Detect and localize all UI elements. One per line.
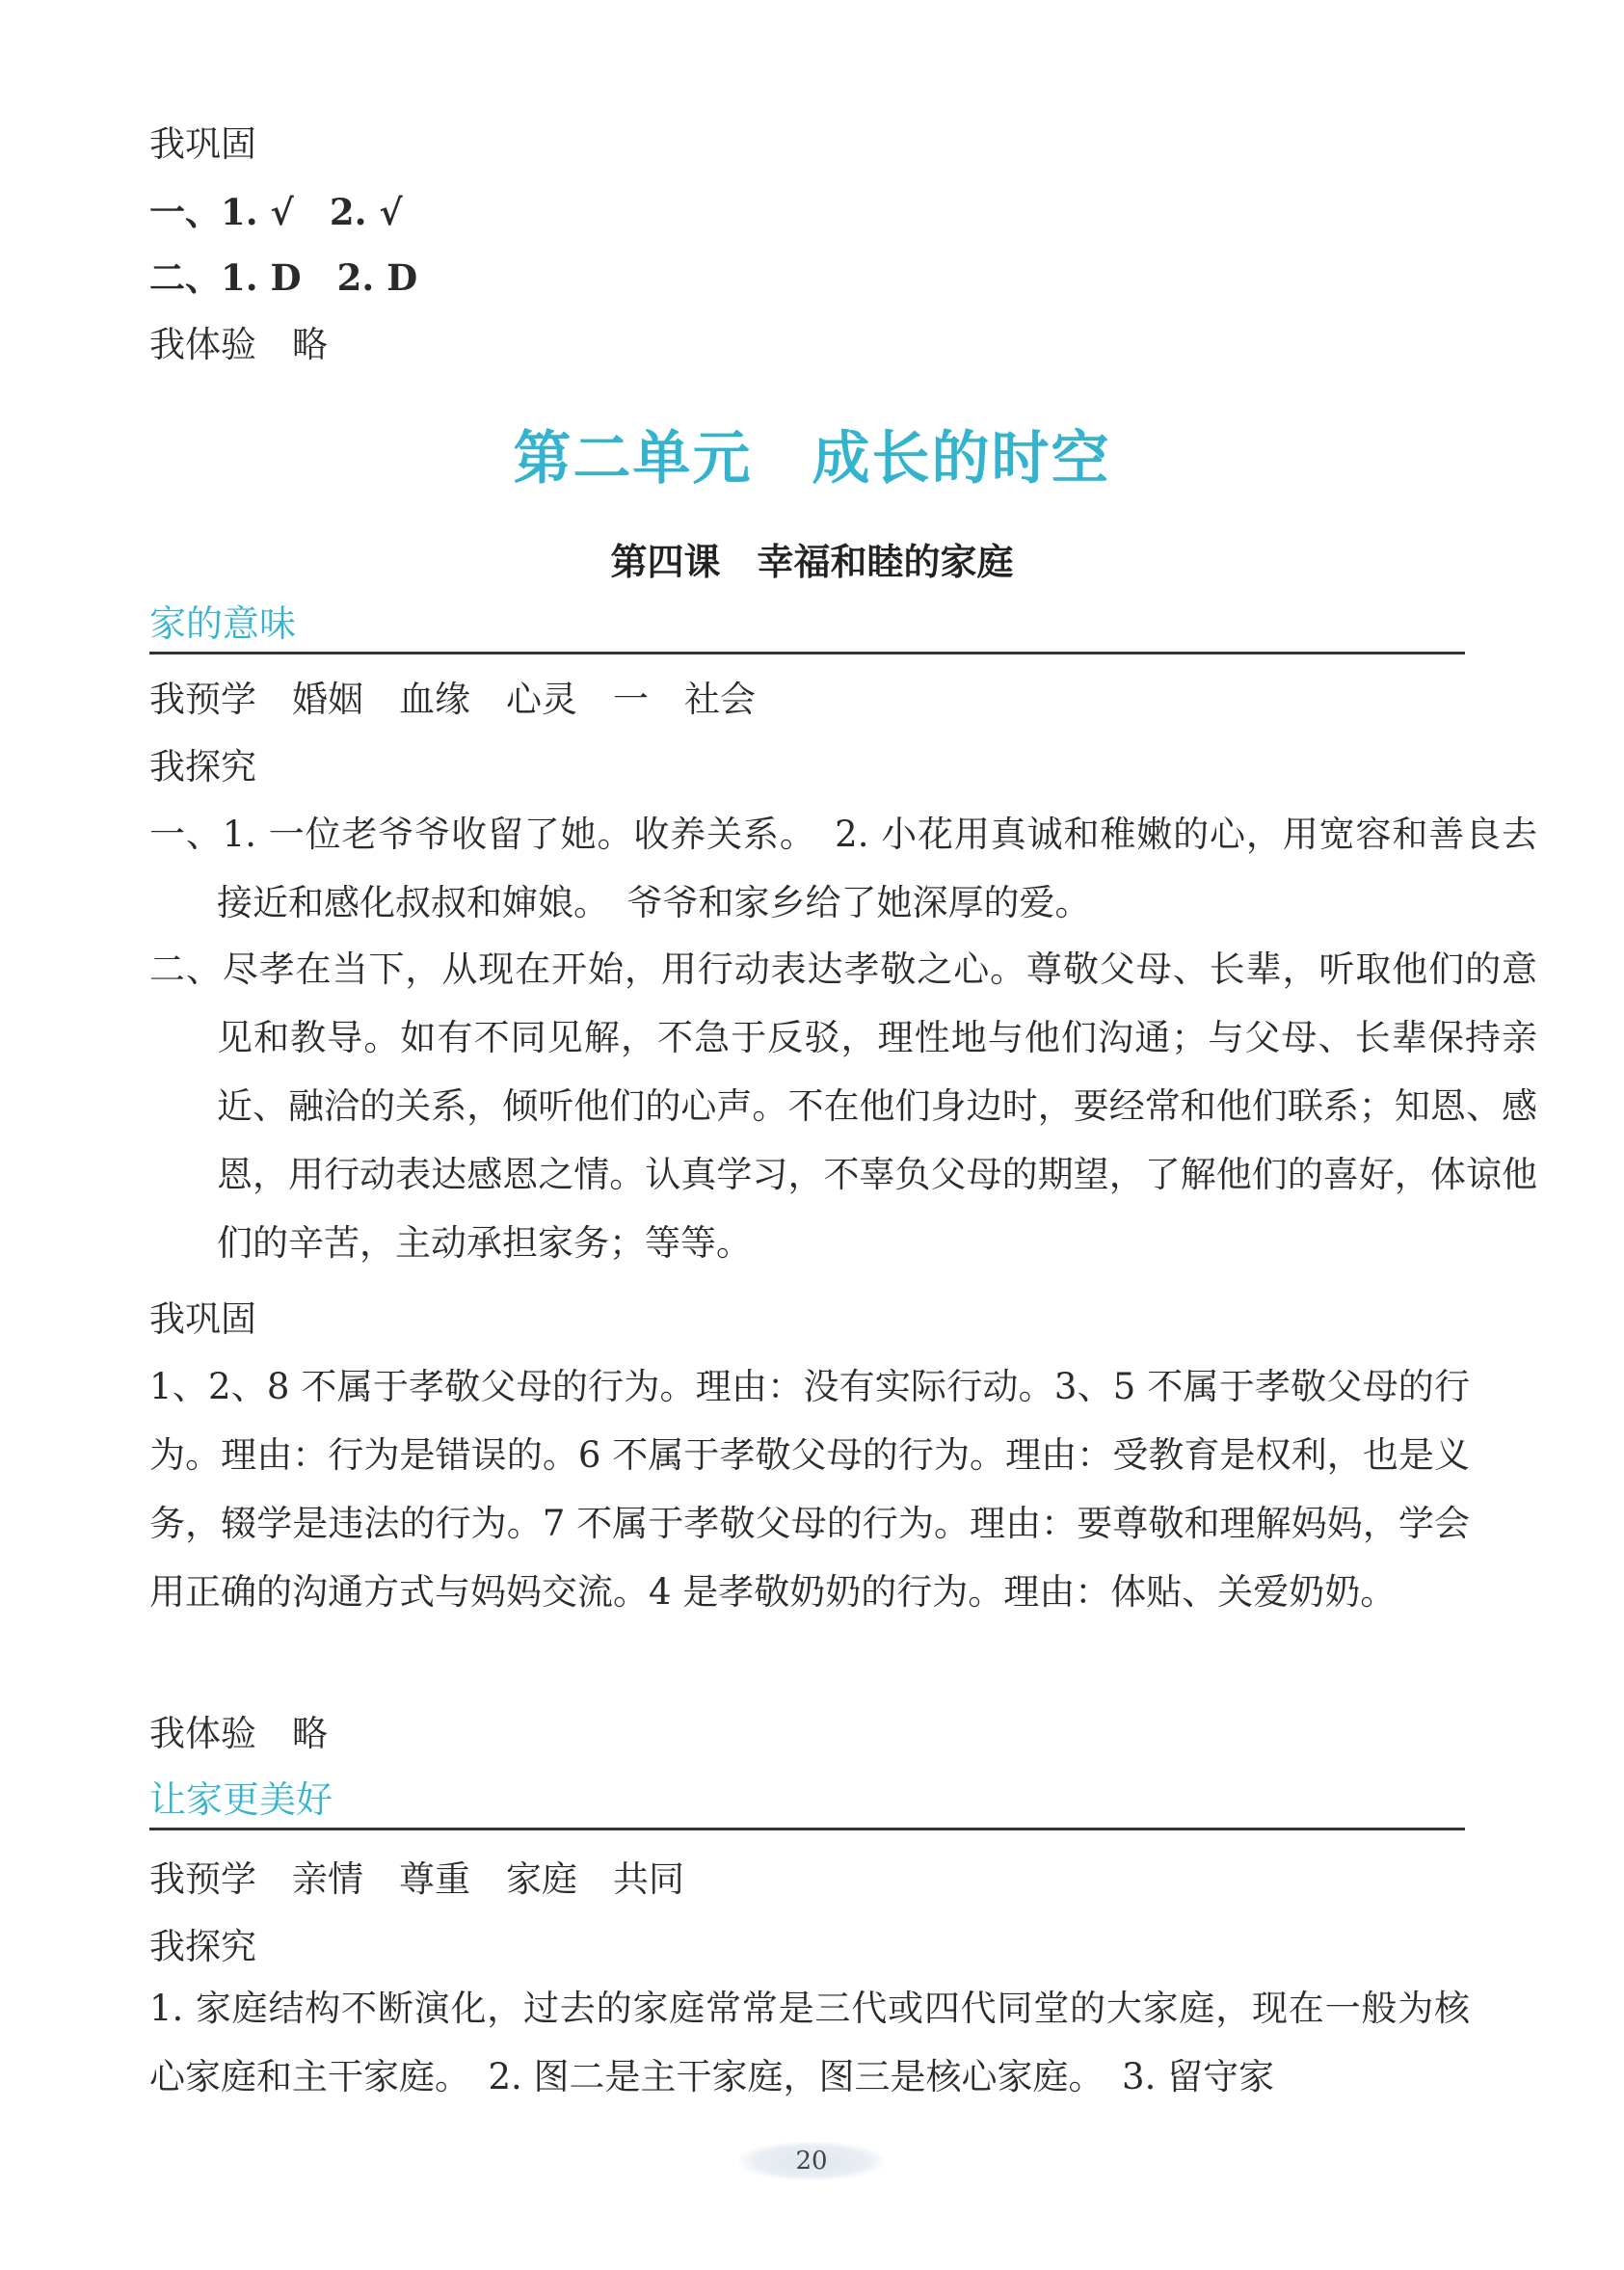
answer-part-one: 一、1. √ 2. √ [149,191,403,233]
preview-line: 我预学 婚姻 血缘 心灵 一 社会 [149,679,756,720]
lesson-title: 第四课 幸福和睦的家庭 [610,541,1014,583]
page-number: 20 [739,2142,884,2180]
experience-line: 我体验 略 [149,324,328,365]
explore-answer-three: 1. 家庭结构不断演化，过去的家庭常常是三代或四代同堂的大家庭，现在一般为核心家庭和主干家庭。 2. 图二是主干家庭，图三是核心家庭。 3. 留守家 [149,1988,1470,2097]
preview-line-2: 我预学 亲情 尊重 家庭 共同 [149,1858,684,1900]
explore-answer-two: 二、尽孝在当下，从现在开始，用行动表达孝敬之心。尊敬父母、长辈，听取他们的意见和教导。如有不同见解，不急于反驳，理性地与他们沟通；与父母、长辈保持亲近、融洽的关系，倾听他们的心声。不在他们身边时，要经常和他们联系；知恩、感恩，用行动表达感恩之情。认真学习，不辜负父母的期望，了解他们的喜好，体谅他们的辛苦，主动承担家务；等等。 [149,948,1537,1264]
experience-line-2: 我体验 略 [149,1713,328,1754]
answer-part-two: 二、1. D 2. D [149,256,418,299]
section-heading-home-meaning: 家的意味 [149,598,1465,654]
explore-label-2: 我探究 [149,1926,256,1967]
unit-title: 第二单元 成长的时空 [513,425,1111,493]
explore-label: 我探究 [149,746,256,788]
section-heading-better-home: 让家更美好 [149,1774,1465,1830]
consolidate-label: 我巩固 [149,123,256,165]
consolidate-answer: 1、2、8 不属于孝敬父母的行为。理由：没有实际行动。3、5 不属于孝敬父母的行为。理由：行为是错误的。6 不属于孝敬父母的行为。理由：受教育是权利，也是义务，辍学是违法的行为。7 不属于孝敬父母的行为。理由：要尊敬和理解妈妈，学会用正确的沟通方式与妈妈交流。4 是孝敬奶奶的行为。理由：体贴、关爱奶奶。 [149,1366,1470,1613]
consolidate-label-2: 我巩固 [149,1298,256,1340]
explore-answer-one: 一、1. 一位老爷爷收留了她。收养关系。 2. 小花用真诚和稚嫩的心，用宽容和善良去接近和感化叔叔和婶娘。 爷爷和家乡给了她深厚的爱。 [149,814,1537,923]
